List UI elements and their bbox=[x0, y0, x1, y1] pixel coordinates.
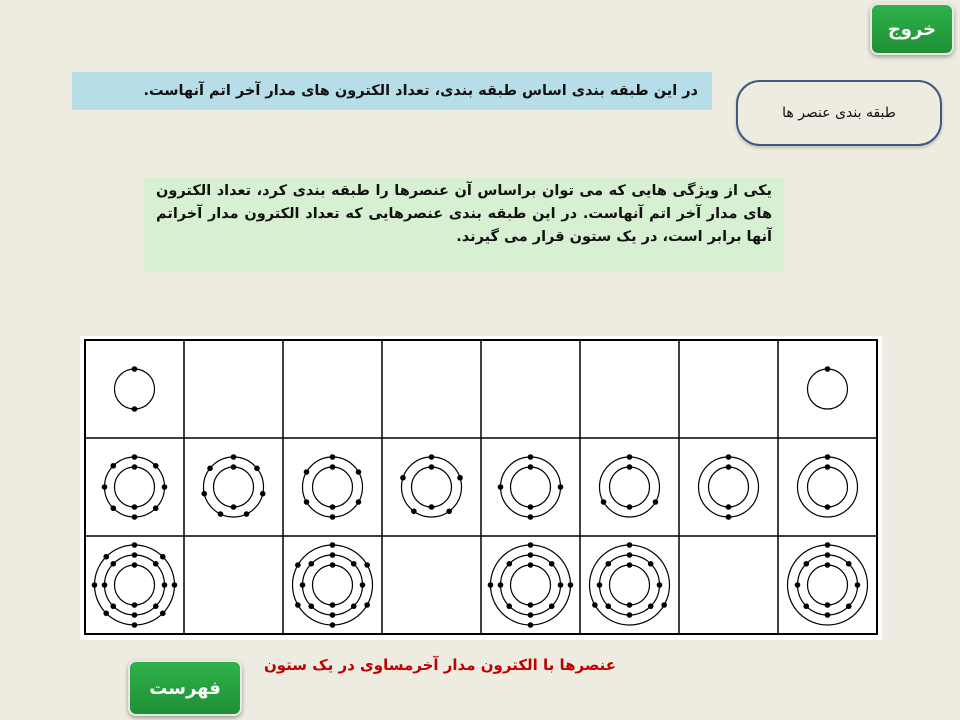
electron bbox=[153, 603, 159, 609]
electron bbox=[627, 464, 633, 470]
electron bbox=[549, 561, 555, 567]
electron bbox=[506, 603, 512, 609]
electron bbox=[648, 561, 654, 567]
topic-pill[interactable] bbox=[736, 80, 942, 146]
electron bbox=[160, 610, 166, 616]
electron bbox=[446, 508, 452, 514]
electron bbox=[627, 504, 633, 510]
electron bbox=[568, 582, 574, 588]
electron bbox=[592, 602, 598, 608]
electron bbox=[132, 562, 138, 568]
electron bbox=[110, 463, 116, 469]
electron bbox=[162, 582, 168, 588]
electron bbox=[528, 552, 534, 558]
electron bbox=[330, 542, 336, 548]
electron bbox=[231, 454, 237, 460]
electron bbox=[300, 582, 306, 588]
electron bbox=[153, 463, 159, 469]
electron bbox=[528, 464, 534, 470]
electron bbox=[110, 561, 116, 567]
electron bbox=[411, 508, 417, 514]
electron bbox=[162, 484, 168, 490]
menu-button[interactable] bbox=[128, 660, 242, 716]
electron bbox=[825, 562, 831, 568]
electron bbox=[795, 582, 801, 588]
electron bbox=[102, 582, 108, 588]
electron bbox=[160, 554, 166, 560]
electron bbox=[110, 505, 116, 511]
electron bbox=[244, 511, 250, 517]
electron bbox=[308, 603, 314, 609]
electron bbox=[506, 561, 512, 567]
intro-banner: در این طبقه بندی اساس طبقه بندی، تعداد الکترون های مدار آخر اتم آنهاست. bbox=[72, 72, 712, 110]
electron bbox=[558, 484, 564, 490]
exit-button-label: خروج bbox=[887, 18, 937, 40]
electron bbox=[330, 504, 336, 510]
topic-pill-label: طبقه بندی عنصر ها bbox=[782, 105, 896, 121]
electron bbox=[400, 475, 406, 481]
electron bbox=[330, 454, 336, 460]
electron bbox=[132, 612, 138, 618]
electron bbox=[330, 464, 336, 470]
electron bbox=[661, 602, 667, 608]
electron bbox=[260, 491, 266, 497]
electron bbox=[726, 454, 732, 460]
menu-button-label: فهرست bbox=[149, 677, 221, 699]
electron bbox=[825, 612, 831, 618]
electron bbox=[356, 499, 362, 505]
electron bbox=[207, 465, 213, 471]
electron bbox=[627, 612, 633, 618]
electron bbox=[132, 454, 138, 460]
electron bbox=[330, 602, 336, 608]
electron bbox=[488, 582, 494, 588]
electron bbox=[254, 465, 260, 471]
electron bbox=[528, 612, 534, 618]
electron bbox=[601, 499, 607, 505]
electron bbox=[360, 582, 366, 588]
electron bbox=[231, 504, 237, 510]
electron bbox=[132, 542, 138, 548]
electron bbox=[825, 602, 831, 608]
electron bbox=[457, 475, 463, 481]
electron bbox=[627, 542, 633, 548]
electron bbox=[605, 561, 611, 567]
electron bbox=[825, 542, 831, 548]
electron bbox=[627, 552, 633, 558]
electron bbox=[498, 582, 504, 588]
electron bbox=[627, 602, 633, 608]
electron bbox=[429, 504, 435, 510]
electron bbox=[132, 366, 138, 372]
electron bbox=[558, 582, 564, 588]
electron bbox=[351, 561, 357, 567]
electron bbox=[803, 603, 809, 609]
electron bbox=[153, 505, 159, 511]
electron bbox=[110, 603, 116, 609]
electron bbox=[172, 582, 178, 588]
electron bbox=[103, 610, 109, 616]
electron bbox=[304, 499, 310, 505]
electron bbox=[627, 562, 633, 568]
electron bbox=[330, 552, 336, 558]
atom-grid-panel bbox=[80, 336, 882, 640]
caption: عنصرها با الکترون مدار آخرمساوی در یک ستون bbox=[263, 656, 617, 674]
electron bbox=[597, 582, 603, 588]
electron bbox=[846, 561, 852, 567]
electron bbox=[364, 602, 370, 608]
electron bbox=[231, 464, 237, 470]
electron bbox=[726, 504, 732, 510]
electron bbox=[429, 454, 435, 460]
electron bbox=[364, 562, 370, 568]
electron bbox=[825, 552, 831, 558]
electron bbox=[726, 464, 732, 470]
electron bbox=[102, 484, 108, 490]
electron bbox=[528, 514, 534, 520]
electron bbox=[330, 622, 336, 628]
electron bbox=[295, 602, 301, 608]
electron bbox=[528, 504, 534, 510]
electron bbox=[846, 603, 852, 609]
atom-grid bbox=[80, 336, 882, 640]
electron bbox=[648, 603, 654, 609]
electron bbox=[498, 484, 504, 490]
electron bbox=[304, 469, 310, 475]
electron bbox=[549, 603, 555, 609]
electron bbox=[308, 561, 314, 567]
electron bbox=[132, 552, 138, 558]
electron bbox=[726, 514, 732, 520]
electron bbox=[528, 454, 534, 460]
electron bbox=[330, 514, 336, 520]
electron bbox=[351, 603, 357, 609]
electron bbox=[657, 582, 663, 588]
electron bbox=[528, 602, 534, 608]
electron bbox=[132, 602, 138, 608]
electron bbox=[218, 511, 224, 517]
electron bbox=[103, 554, 109, 560]
electron bbox=[330, 562, 336, 568]
electron bbox=[132, 464, 138, 470]
electron bbox=[132, 514, 138, 520]
electron bbox=[825, 464, 831, 470]
electron bbox=[825, 454, 831, 460]
electron bbox=[825, 366, 831, 372]
electron bbox=[605, 603, 611, 609]
electron bbox=[429, 464, 435, 470]
electron bbox=[528, 622, 534, 628]
electron bbox=[330, 612, 336, 618]
electron bbox=[153, 561, 159, 567]
electron bbox=[528, 542, 534, 548]
electron bbox=[295, 562, 301, 568]
electron bbox=[356, 469, 362, 475]
electron bbox=[855, 582, 861, 588]
exit-button[interactable] bbox=[870, 3, 954, 55]
electron bbox=[201, 491, 207, 497]
electron bbox=[132, 406, 138, 412]
electron bbox=[653, 499, 659, 505]
electron bbox=[132, 504, 138, 510]
electron bbox=[92, 582, 98, 588]
electron bbox=[825, 504, 831, 510]
electron bbox=[528, 562, 534, 568]
electron bbox=[627, 454, 633, 460]
description-box: یکی از ویژگی هایی که می توان براساس آن عنصرها را طبقه بندی کرد، تعداد الکترون های مدار آخر اتم آنهاست. در این طبقه بندی عنصرهایی که تعداد الکترون مدار آخراتم آنها برابر است، در یک ستون قرار می گیرند. bbox=[144, 178, 784, 272]
electron bbox=[803, 561, 809, 567]
electron bbox=[132, 622, 138, 628]
